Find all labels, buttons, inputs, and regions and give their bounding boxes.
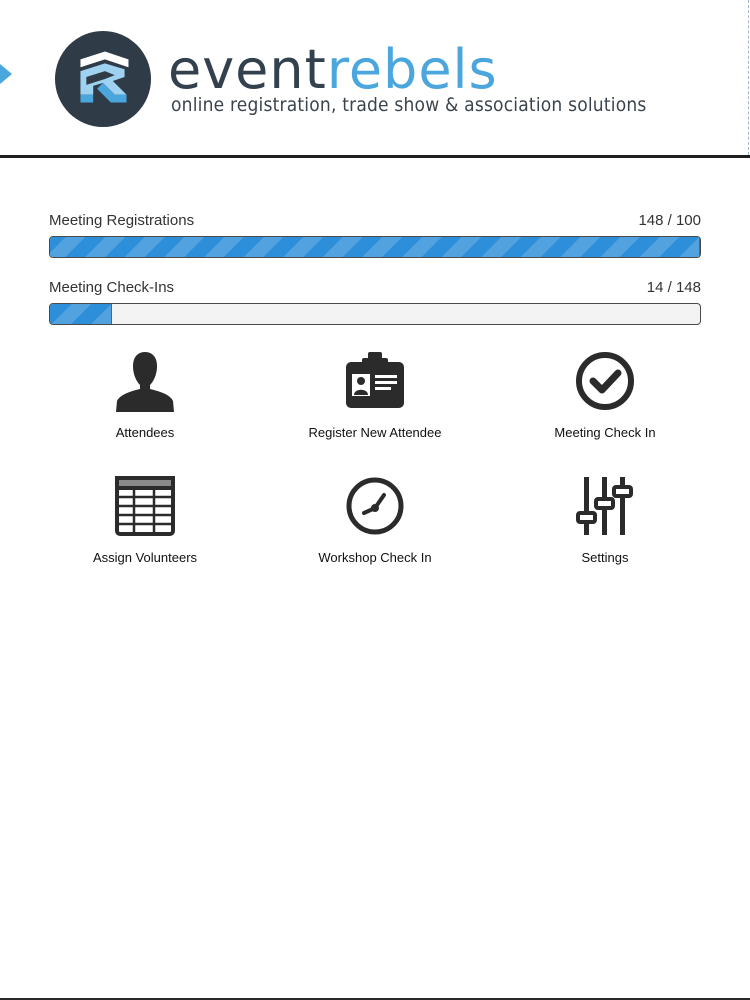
assign-volunteers-label: Assign Volunteers [92,550,198,565]
settings-label: Settings [581,550,629,565]
checkins-count: 14 / 148 [646,279,701,296]
app-header [0,0,750,158]
register-new-attendee-label: Register New Attendee [308,425,442,440]
spreadsheet-grid-icon [114,475,176,537]
checkins-bar [49,303,701,325]
attendees-tile[interactable] [30,345,260,440]
meeting-check-in-tile[interactable] [490,345,720,440]
register-new-attendee-tile[interactable] [260,345,490,440]
sliders-icon [574,475,636,537]
registrations-bar [49,236,701,258]
registrations-label: Meeting Registrations [49,212,195,229]
assign-volunteers-tile[interactable] [30,470,260,565]
workshop-check-in-label: Workshop Check In [318,550,432,565]
registrations-count: 148 / 100 [638,212,701,229]
menu-tiles [30,345,720,565]
meeting-check-in-label: Meeting Check In [554,425,656,440]
attendees-label: Attendees [115,425,175,440]
registrations-bar-fill [50,237,700,257]
registrations-progress [49,212,701,258]
clock-icon [344,475,406,537]
checkins-progress [49,279,701,325]
logo-tagline: online registration, trade show & association solutions [171,94,647,116]
logo-word-event: event [168,38,327,101]
id-badge-icon [344,350,406,412]
checkins-bar-fill [50,304,112,324]
header-edge [748,0,749,155]
check-circle-icon [574,350,636,412]
settings-tile[interactable] [490,470,720,565]
event-rebels-logo-icon [54,30,152,128]
checkins-label: Meeting Check-Ins [49,279,175,296]
logo-word-rebels: rebels [326,38,498,101]
person-silhouette-icon [114,350,176,412]
expand-arrow-icon[interactable] [0,64,12,84]
workshop-check-in-tile[interactable] [260,470,490,565]
